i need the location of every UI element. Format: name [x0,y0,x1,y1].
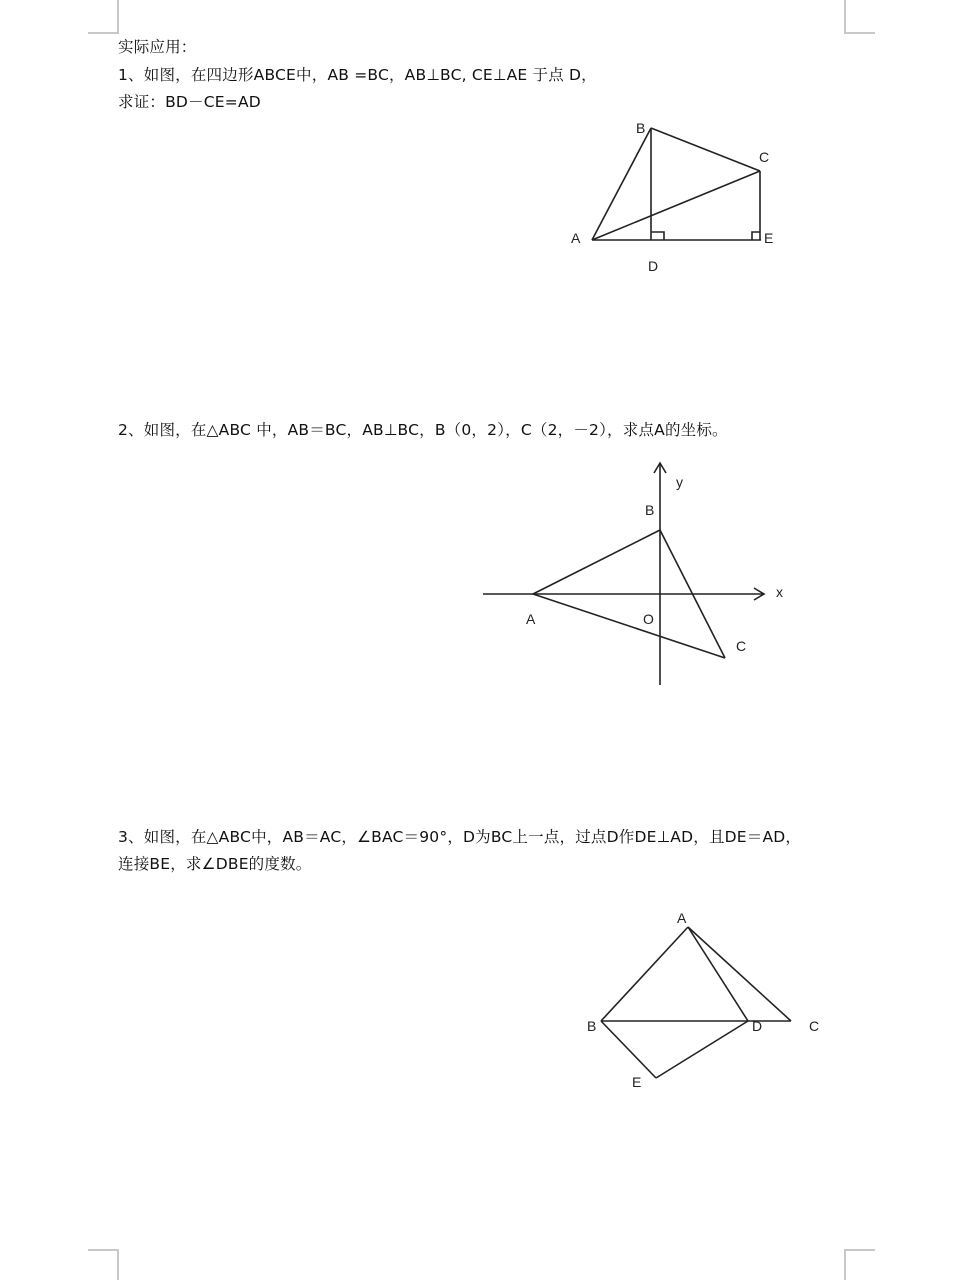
label-x: x [776,584,783,600]
label-b: B [587,1018,597,1034]
label-a: A [571,230,581,246]
segment-be [601,1021,656,1078]
problem-1-line-2: 求证：BD－CE=AD [118,93,261,111]
label-b: B [645,502,655,518]
label-e: E [632,1074,642,1090]
label-d: D [752,1018,763,1034]
label-c: C [809,1018,820,1034]
label-c: C [736,638,747,654]
label-a: A [677,910,687,926]
segment-de [656,1021,748,1078]
label-b: B [636,120,646,136]
label-a: A [526,611,536,627]
label-e: E [764,230,774,246]
corner-mark-bottom-right-h [844,1249,875,1251]
problem-3-line-2: 连接BE，求∠DBE的度数。 [118,855,312,873]
section-title: 实际应用： [118,38,197,56]
problem-2-line-1: 2、如图，在△ABC 中，AB＝BC，AB⊥BC，B（0，2），C（2，－2），求点A的坐标。 [118,421,728,439]
corner-mark-bottom-right-v [844,1249,846,1280]
label-o: O [643,611,654,627]
label-c: C [759,149,770,165]
corner-mark-bottom-left-v [117,1249,119,1280]
problem-1-line-1: 1、如图，在四边形ABCE中，AB =BC，AB⊥BC, CE⊥AE 于点 D， [118,66,597,84]
label-y: y [676,474,683,490]
problem-3-line-1: 3、如图，在△ABC中，AB＝AC，∠BAC＝90°，D为BC上一点，过点D作DE⊥AD，且DE＝AD， [118,828,802,846]
corner-mark-bottom-left-h [88,1249,119,1251]
label-d: D [648,258,659,274]
segment-ab [601,927,688,1021]
